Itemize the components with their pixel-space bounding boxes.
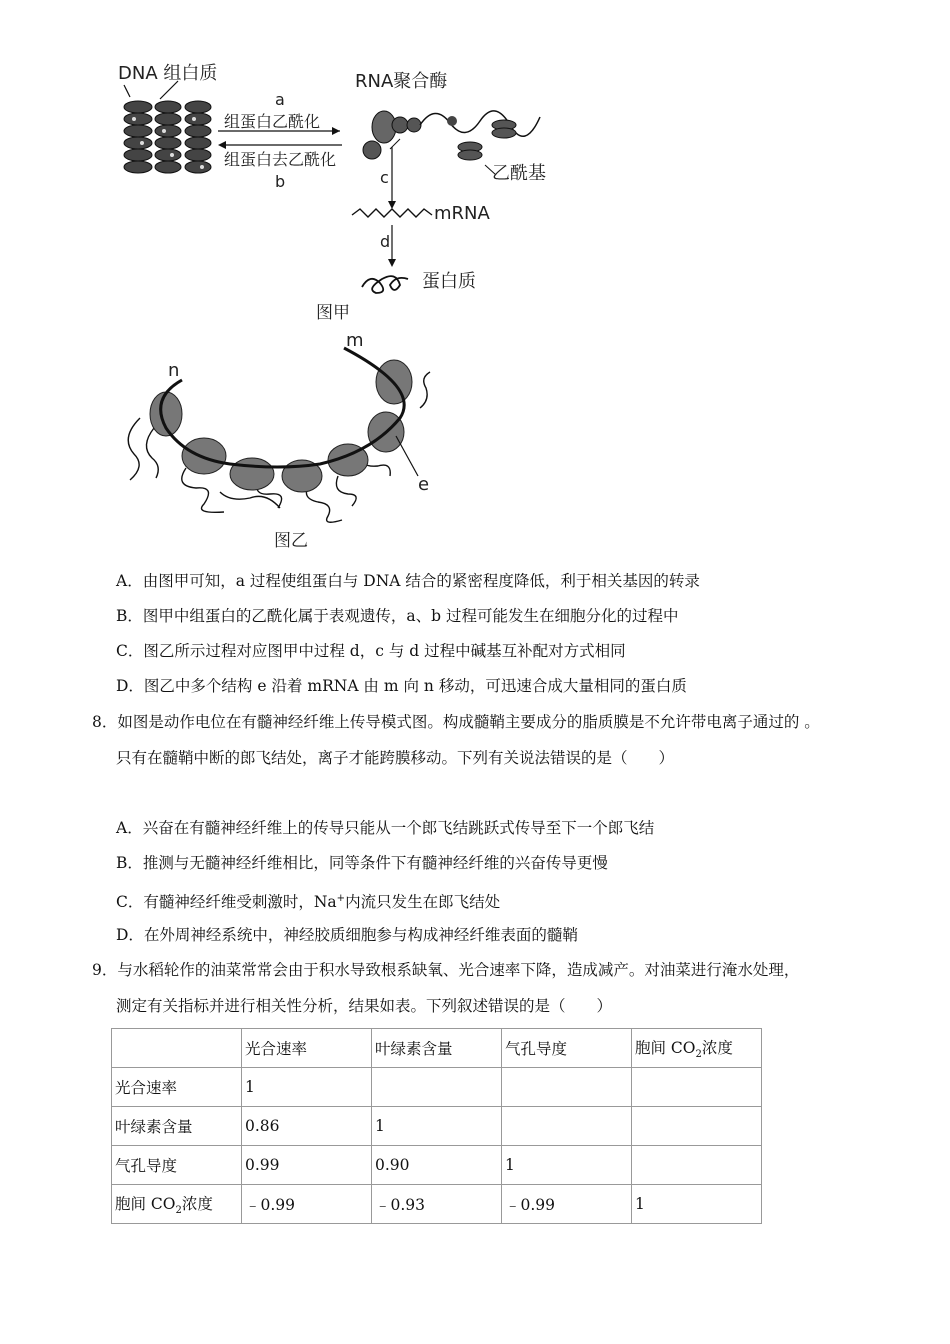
figure-jia-caption: 图甲 — [316, 303, 350, 323]
table-cell: 1 — [372, 1107, 502, 1146]
label-acetyl: 乙酰基 — [492, 163, 546, 184]
label-dna-histone: DNA 组白质 — [118, 63, 218, 84]
table-row-label: 光合速率 — [112, 1068, 242, 1107]
correlation-table — [111, 1028, 762, 1224]
table-cell — [632, 1068, 762, 1107]
label-deacetylation: 组蛋白去乙酰化 — [224, 150, 337, 169]
table-header-cell — [632, 1029, 762, 1068]
table-row-label: 叶绿素含量 — [112, 1107, 242, 1146]
label-a: a — [275, 90, 285, 109]
table-cell: 1 — [632, 1185, 762, 1224]
mrna-strand — [352, 209, 432, 217]
q8-option-c-sup: + — [336, 893, 346, 904]
table-cell — [632, 1107, 762, 1146]
table-header-row — [112, 1029, 762, 1068]
label-n: n — [168, 360, 180, 381]
q8-option-c-post: 内流只发生在郎飞结处 — [345, 893, 501, 912]
label-mrna: mRNA — [434, 203, 490, 224]
label-rna-polymerase: RNA聚合酶 — [355, 71, 448, 92]
co2-pre: 胞间 CO — [635, 1038, 696, 1057]
figure-yi-diagram — [110, 328, 450, 528]
q8-option-d: D．在外周神经系统中，神经胶质细胞参与构成神经纤维表面的髓鞘 — [116, 926, 578, 944]
table-cell: 1 — [242, 1068, 372, 1107]
table-cell: 0.99 — [242, 1146, 372, 1185]
q7-option-b: B．图甲中组蛋白的乙酰化属于表观遗传，a、b 过程可能发生在细胞分化的过程中 — [116, 607, 679, 625]
table-row — [112, 1185, 762, 1224]
q8-option-c — [116, 888, 500, 913]
q9-number: 9． — [92, 961, 118, 979]
nucleosome-stacks — [124, 101, 211, 173]
table-cell: ﹣0.93 — [372, 1185, 502, 1224]
label-protein: 蛋白质 — [422, 271, 476, 292]
table-cell: 0.86 — [242, 1107, 372, 1146]
table-header-cell: 光合速率 — [242, 1029, 372, 1068]
table-row — [112, 1068, 762, 1107]
q8-stem-line2: 只有在髓鞘中断的郎飞结处，离子才能跨膜移动。下列有关说法错误的是（ ） — [116, 749, 675, 767]
q8-option-b: B．推测与无髓神经纤维相比，同等条件下有髓神经纤维的兴奋传导更慢 — [116, 854, 608, 872]
co2-row-post: 浓度 — [181, 1194, 213, 1213]
q9-stem-line2: 测定有关指标并进行相关性分析，结果如表。下列叙述错误的是（ ） — [116, 997, 613, 1015]
table-cell: ﹣0.99 — [502, 1185, 632, 1224]
label-b: b — [275, 172, 286, 191]
table-row-label — [112, 1185, 242, 1224]
table-cell — [502, 1068, 632, 1107]
q8-stem-text1: 如图是动作电位在有髓神经纤维上传导模式图。构成髓鞘主要成分的脂质膜是不允许带电离子通过的 。 — [117, 713, 820, 731]
label-d: d — [380, 232, 391, 251]
co2-sub: 2 — [695, 1049, 702, 1061]
co2-row-pre: 胞间 CO — [115, 1194, 176, 1213]
q9-stem-line1 — [92, 959, 799, 981]
ribosome — [230, 458, 274, 490]
q8-number: 8． — [92, 713, 118, 731]
label-acetylation: 组蛋白乙酰化 — [224, 112, 321, 131]
table-cell — [632, 1146, 762, 1185]
q7-option-a: A．由图甲可知，a 过程使组蛋白与 DNA 结合的紧密程度降低，利于相关基因的转录 — [116, 572, 700, 590]
label-c: c — [380, 168, 389, 187]
q8-option-c-pre: C．有髓神经纤维受刺激时，Na — [116, 893, 337, 912]
label-e: e — [418, 474, 430, 495]
co2-row-sub: 2 — [175, 1205, 182, 1217]
table-header-cell — [112, 1029, 242, 1068]
table-row — [112, 1146, 762, 1185]
q7-option-d: D．图乙中多个结构 e 沿着 mRNA 由 m 向 n 移动，可迅速合成大量相同的蛋白质 — [116, 677, 687, 695]
q8-stem-line1 — [92, 711, 820, 733]
co2-post: 浓度 — [701, 1038, 733, 1057]
table-row-label: 气孔导度 — [112, 1146, 242, 1185]
table-cell: ﹣0.99 — [242, 1185, 372, 1224]
table-header-cell: 气孔导度 — [502, 1029, 632, 1068]
table-cell — [502, 1107, 632, 1146]
table-cell: 0.90 — [372, 1146, 502, 1185]
label-m: m — [346, 330, 364, 351]
protein-chain — [362, 276, 408, 293]
table-cell: 1 — [502, 1146, 632, 1185]
table-cell — [372, 1068, 502, 1107]
q8-option-a: A．兴奋在有髓神经纤维上的传导只能从一个郎飞结跳跃式传导至下一个郎飞结 — [116, 819, 655, 837]
table-header-cell: 叶绿素含量 — [372, 1029, 502, 1068]
figure-yi-caption: 图乙 — [274, 531, 308, 551]
figure-jia-diagram — [100, 55, 580, 325]
table-row — [112, 1107, 762, 1146]
q9-stem-text1: 与水稻轮作的油菜常常会由于积水导致根系缺氧、光合速率下降，造成减产。对油菜进行淹水处理， — [117, 961, 800, 979]
q7-option-c: C．图乙所示过程对应图甲中过程 d，c 与 d 过程中碱基互补配对方式相同 — [116, 642, 626, 660]
